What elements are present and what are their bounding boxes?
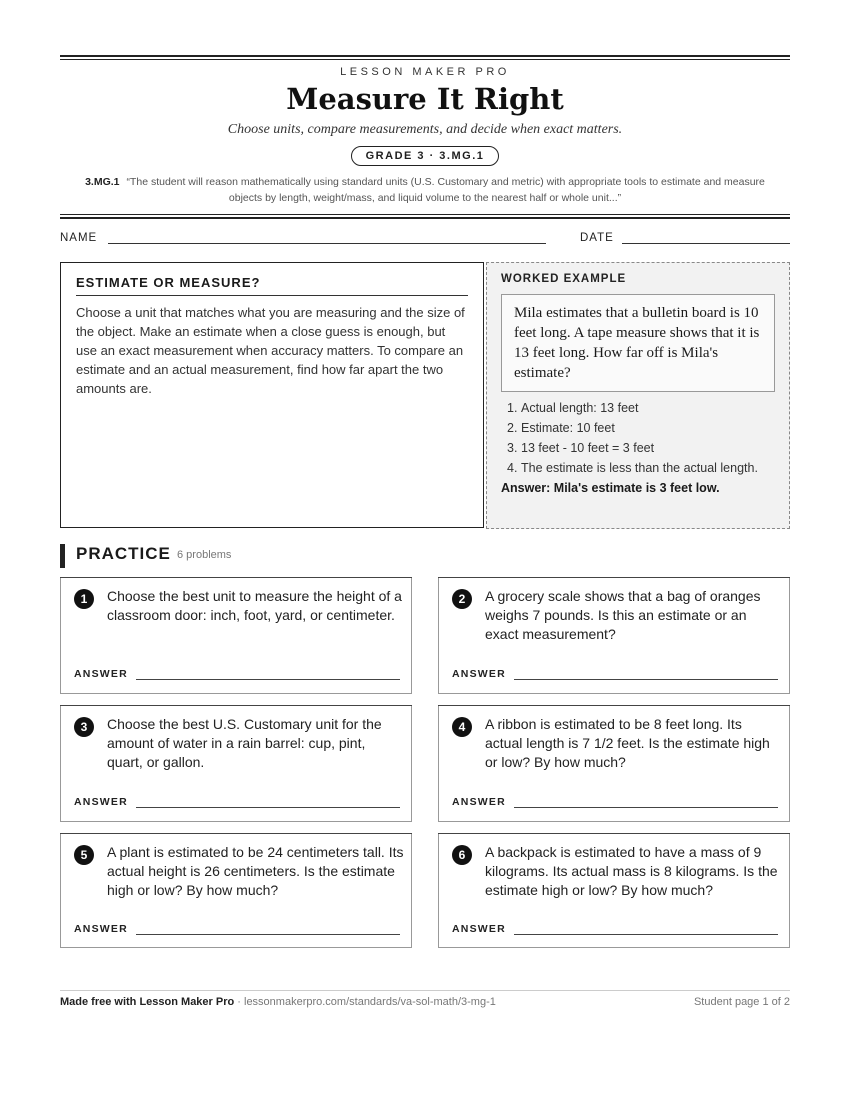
step-text: Actual length: 13 feet bbox=[521, 401, 639, 415]
grade-badge-wrap bbox=[60, 146, 790, 166]
problem-number: 4 bbox=[452, 717, 472, 737]
problem-card bbox=[438, 705, 790, 822]
footer-made-with: Made free with Lesson Maker Pro bbox=[60, 996, 235, 1008]
brand-name: LESSON MAKER PRO bbox=[340, 66, 510, 78]
problem-number: 6 bbox=[452, 845, 472, 865]
footer-page-number: Student page 1 of 2 bbox=[693, 996, 790, 1008]
practice-count: 6 problems bbox=[177, 549, 232, 561]
worked-example-box bbox=[486, 262, 790, 529]
step-text: The estimate is less than the actual length. bbox=[521, 461, 758, 475]
answer-field[interactable] bbox=[136, 679, 400, 680]
problem-text: Choose the best U.S. Customary unit for the amount of water in a rain barrel: cup, pint, quart, or gallon. bbox=[107, 716, 382, 770]
problem-text: A ribbon is estimated to be 8 feet long. Its actual length is 7 1/2 feet. Is the estimate high or low? By how much? bbox=[485, 716, 770, 770]
page-subtitle: Choose units, compare measurements, and decide when exact matters. bbox=[227, 122, 623, 137]
problem-number: 3 bbox=[74, 717, 94, 737]
worksheet-page bbox=[60, 0, 790, 1100]
step-item: 1. Actual length: 13 feet bbox=[507, 401, 639, 415]
answer-field[interactable] bbox=[514, 807, 778, 808]
problem-text: A grocery scale shows that a bag of oranges weighs 7 pounds. Is this an estimate or an exact measurement? bbox=[485, 588, 761, 642]
step-item: 4. The estimate is less than the actual length. bbox=[507, 461, 758, 475]
problem-card bbox=[60, 833, 412, 948]
answer-label: ANSWER bbox=[74, 668, 128, 680]
practice-title: PRACTICE bbox=[76, 544, 171, 563]
answer-label: ANSWER bbox=[452, 796, 506, 808]
concept-title: ESTIMATE OR MEASURE? bbox=[76, 275, 468, 296]
problem-text: A plant is estimated to be 24 centimeters tall. Its actual height is 26 centimeters. Is the estimate high or low? By how much? bbox=[107, 844, 404, 898]
header-top-rule bbox=[60, 55, 790, 57]
page-title: Measure It Right bbox=[286, 82, 564, 116]
worked-example-answer: Answer: Mila's estimate is 3 feet low. bbox=[501, 481, 720, 495]
answer-label: ANSWER bbox=[74, 796, 128, 808]
standard-text: “The student will reason mathematically using standard units (U.S. Customary and metric) with appropriate tools to estimate and measure objects by length, weight/mass, and liquid volume to the nearest half or whole unit...” bbox=[126, 176, 765, 204]
concept-box bbox=[60, 262, 484, 528]
answer-label: ANSWER bbox=[74, 923, 128, 935]
date-label: DATE bbox=[580, 232, 614, 244]
answer-label: ANSWER bbox=[452, 923, 506, 935]
problem-text: Choose the best unit to measure the height of a classroom door: inch, foot, yard, or centimeter. bbox=[107, 588, 402, 623]
step-item: 2. Estimate: 10 feet bbox=[507, 421, 615, 435]
problem-number: 5 bbox=[74, 845, 94, 865]
problem-number: 1 bbox=[74, 589, 94, 609]
date-field[interactable] bbox=[622, 243, 790, 244]
standard-code: 3.MG.1 bbox=[85, 176, 120, 188]
standard-description bbox=[78, 174, 772, 206]
problem-number: 2 bbox=[452, 589, 472, 609]
footer-rule bbox=[60, 990, 790, 991]
worked-example-title: WORKED EXAMPLE bbox=[501, 273, 627, 285]
answer-field[interactable] bbox=[136, 807, 400, 808]
footer-url[interactable]: · lessonmakerpro.com/standards/va-sol-math/3-mg-1 bbox=[234, 996, 496, 1008]
name-label: NAME bbox=[60, 232, 98, 244]
concept-body: Choose a unit that matches what you are measuring and the size of the object. Make an estimate when a close guess is enough, but use an exact measurement when accuracy matters. To compare an estimate and an actual measurement, find how far apart the two amounts are. bbox=[76, 305, 465, 396]
problem-text: A backpack is estimated to have a mass of 9 kilograms. Its actual mass is 8 kilograms. Is the estimate high or low? By how much? bbox=[485, 844, 778, 898]
footer-credit bbox=[60, 996, 496, 1008]
header-bottom-rule bbox=[60, 214, 790, 215]
answer-label: ANSWER bbox=[452, 668, 506, 680]
answer-field[interactable] bbox=[136, 934, 400, 935]
grade-badge: GRADE 3 · 3.MG.1 bbox=[351, 146, 500, 166]
problem-card bbox=[438, 577, 790, 694]
worked-example-problem: Mila estimates that a bulletin board is 10 feet long. A tape measure shows that it is 13 feet long. How far off is Mila's estimate? bbox=[501, 294, 775, 392]
step-text: 13 feet - 10 feet = 3 feet bbox=[521, 441, 655, 455]
problem-card bbox=[60, 577, 412, 694]
worked-example-steps bbox=[501, 400, 775, 477]
problem-card bbox=[438, 833, 790, 948]
name-field[interactable] bbox=[108, 243, 546, 244]
problem-card bbox=[60, 705, 412, 822]
answer-field[interactable] bbox=[514, 679, 778, 680]
step-item: 3. 13 feet - 10 feet = 3 feet bbox=[507, 441, 655, 455]
step-text: Estimate: 10 feet bbox=[521, 421, 615, 435]
answer-field[interactable] bbox=[514, 934, 778, 935]
practice-accent-bar bbox=[60, 544, 65, 568]
